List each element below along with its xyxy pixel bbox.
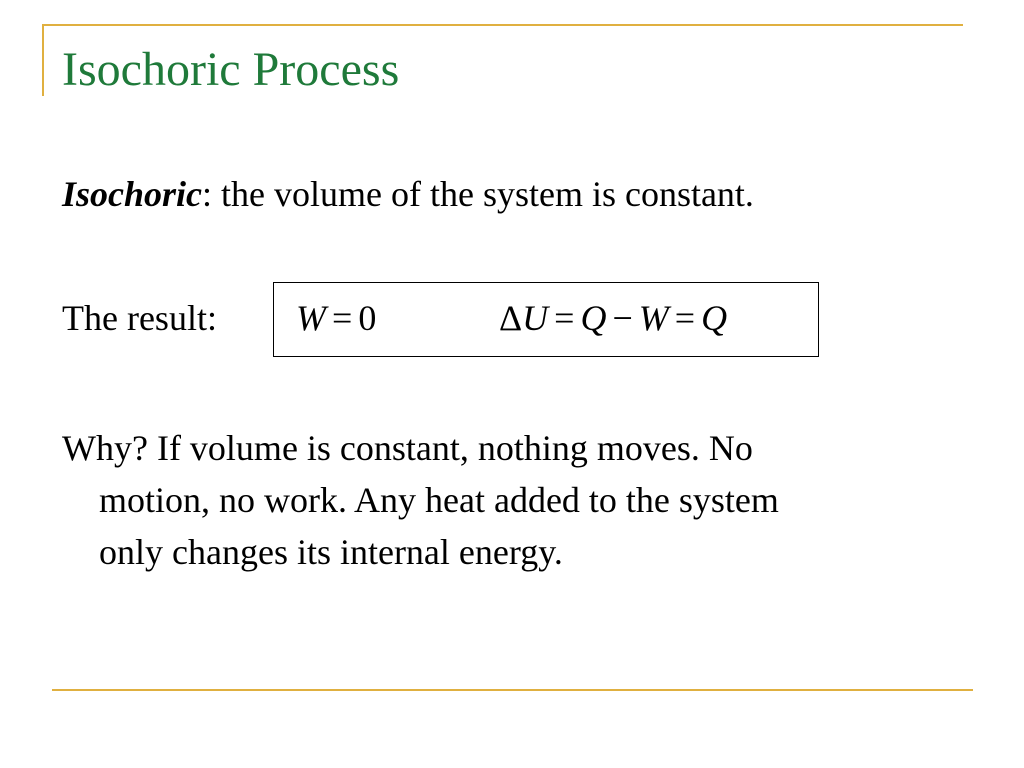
definition-line	[62, 173, 754, 216]
explanation-line: motion, no work. Any heat added to the system	[99, 480, 779, 520]
work-equation	[296, 297, 376, 340]
left-accent-rule	[42, 24, 44, 96]
work-symbol: W	[296, 298, 326, 338]
explanation-paragraph	[62, 422, 942, 578]
first-law-equation	[499, 297, 727, 340]
explanation-line: Why? If volume is constant, nothing moves. No	[62, 428, 753, 468]
minus-sign: −	[612, 298, 633, 338]
internal-energy-symbol: U	[522, 298, 549, 338]
zero-value: 0	[358, 298, 377, 338]
equals-sign: =	[332, 298, 353, 338]
slide-title: Isochoric Process	[62, 43, 400, 96]
work-symbol: W	[638, 298, 669, 338]
top-accent-rule	[42, 24, 963, 26]
heat-symbol: Q	[580, 298, 607, 338]
result-label: The result:	[62, 298, 217, 338]
explanation-line: only changes its internal energy.	[99, 532, 563, 572]
equals-sign: =	[554, 298, 575, 338]
definition-term: Isochoric	[62, 174, 203, 214]
bottom-accent-rule	[52, 689, 973, 691]
definition-text: : the volume of the system is constant.	[202, 174, 754, 214]
equals-sign: =	[674, 298, 696, 338]
delta-symbol: Δ	[499, 298, 523, 338]
heat-symbol: Q	[701, 298, 728, 338]
equation-box	[273, 282, 819, 357]
